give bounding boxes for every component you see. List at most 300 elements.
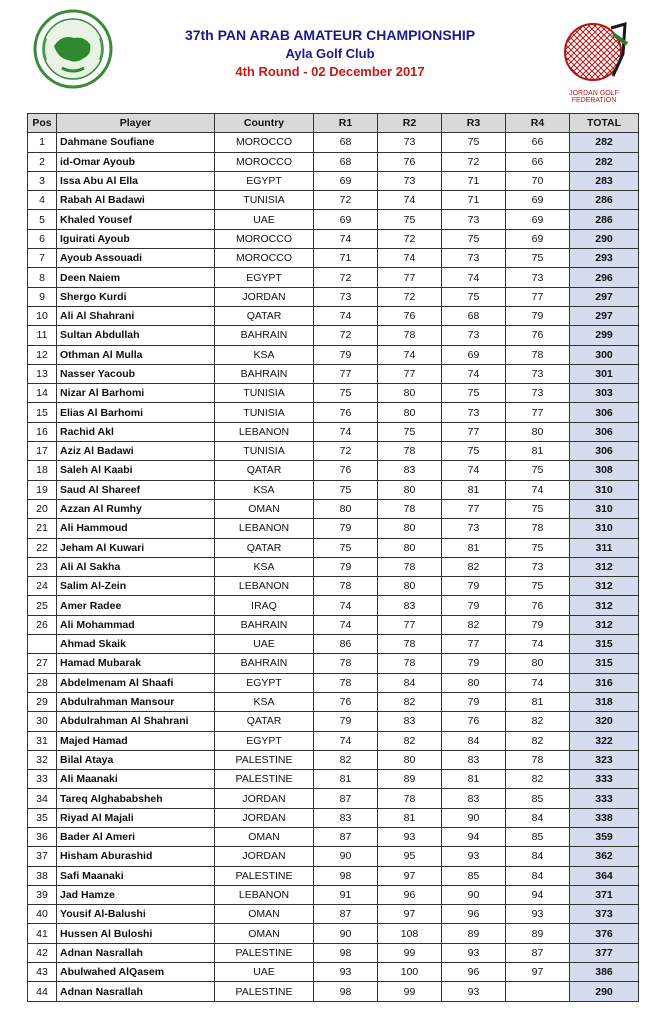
r1-cell: 75 xyxy=(314,384,378,403)
player-cell: Majed Hamad xyxy=(57,731,215,750)
r3-cell: 90 xyxy=(442,885,506,904)
total-cell: 312 xyxy=(570,557,639,576)
pos-cell: 10 xyxy=(28,306,57,325)
total-cell: 310 xyxy=(570,499,639,518)
r4-cell: 69 xyxy=(506,191,570,210)
table-row xyxy=(28,384,639,403)
r2-cell: 96 xyxy=(378,885,442,904)
table-row xyxy=(28,229,639,248)
r1-cell: 98 xyxy=(314,982,378,1001)
total-cell: 301 xyxy=(570,364,639,383)
total-cell: 290 xyxy=(570,229,639,248)
col-r2: R2 xyxy=(378,114,442,133)
player-cell: Rabah Al Badawi xyxy=(57,191,215,210)
pos-cell: 4 xyxy=(28,191,57,210)
total-cell: 316 xyxy=(570,673,639,692)
pos-cell: 13 xyxy=(28,364,57,383)
r3-cell: 81 xyxy=(442,770,506,789)
col-player: Player xyxy=(57,114,215,133)
r4-cell: 94 xyxy=(506,885,570,904)
pos-cell: 6 xyxy=(28,229,57,248)
country-cell: KSA xyxy=(215,557,314,576)
col-r1: R1 xyxy=(314,114,378,133)
country-cell: BAHRAIN xyxy=(215,654,314,673)
arab-golf-federation-logo-icon xyxy=(32,8,114,90)
r4-cell: 84 xyxy=(506,808,570,827)
r1-cell: 93 xyxy=(314,963,378,982)
table-row xyxy=(28,152,639,171)
total-cell: 359 xyxy=(570,827,639,846)
pos-cell: 16 xyxy=(28,422,57,441)
player-cell: Hussen Al Buloshi xyxy=(57,924,215,943)
results-table xyxy=(27,113,639,1002)
r2-cell: 82 xyxy=(378,692,442,711)
r1-cell: 72 xyxy=(314,442,378,461)
r2-cell: 80 xyxy=(378,403,442,422)
table-row xyxy=(28,654,639,673)
pos-cell: 8 xyxy=(28,268,57,287)
country-cell: KSA xyxy=(215,480,314,499)
pos-cell: 7 xyxy=(28,249,57,268)
country-cell: TUNISIA xyxy=(215,442,314,461)
page-header xyxy=(0,0,660,110)
r3-cell: 71 xyxy=(442,171,506,190)
total-cell: 297 xyxy=(570,306,639,325)
table-row xyxy=(28,191,639,210)
total-cell: 286 xyxy=(570,210,639,229)
r1-cell: 79 xyxy=(314,345,378,364)
pos-cell: 38 xyxy=(28,866,57,885)
r3-cell: 83 xyxy=(442,789,506,808)
r2-cell: 89 xyxy=(378,770,442,789)
r3-cell: 85 xyxy=(442,866,506,885)
r4-cell: 80 xyxy=(506,422,570,441)
country-cell: EGYPT xyxy=(215,268,314,287)
r4-cell: 79 xyxy=(506,615,570,634)
country-cell: OMAN xyxy=(215,827,314,846)
total-cell: 386 xyxy=(570,963,639,982)
total-cell: 297 xyxy=(570,287,639,306)
pos-cell: 17 xyxy=(28,442,57,461)
r4-cell: 75 xyxy=(506,538,570,557)
r1-cell: 74 xyxy=(314,731,378,750)
r3-cell: 82 xyxy=(442,557,506,576)
table-row xyxy=(28,210,639,229)
r2-cell: 75 xyxy=(378,422,442,441)
r3-cell: 82 xyxy=(442,615,506,634)
r1-cell: 74 xyxy=(314,615,378,634)
pos-cell: 30 xyxy=(28,712,57,731)
pos-cell: 34 xyxy=(28,789,57,808)
player-cell: Ali Mohammad xyxy=(57,615,215,634)
r4-cell: 81 xyxy=(506,442,570,461)
total-cell: 312 xyxy=(570,577,639,596)
r2-cell: 97 xyxy=(378,905,442,924)
r2-cell: 76 xyxy=(378,306,442,325)
total-cell: 306 xyxy=(570,422,639,441)
player-cell: Riyad Al Majali xyxy=(57,808,215,827)
pos-cell: 9 xyxy=(28,287,57,306)
r1-cell: 74 xyxy=(314,306,378,325)
country-cell: MOROCCO xyxy=(215,133,314,152)
country-cell: KSA xyxy=(215,692,314,711)
total-cell: 322 xyxy=(570,731,639,750)
r3-cell: 72 xyxy=(442,152,506,171)
country-cell: EGYPT xyxy=(215,171,314,190)
r1-cell: 77 xyxy=(314,364,378,383)
country-cell: LEBANON xyxy=(215,885,314,904)
r4-cell: 89 xyxy=(506,924,570,943)
r4-cell: 73 xyxy=(506,384,570,403)
r1-cell: 80 xyxy=(314,499,378,518)
r2-cell: 80 xyxy=(378,519,442,538)
r4-cell: 74 xyxy=(506,480,570,499)
table-row xyxy=(28,731,639,750)
r3-cell: 74 xyxy=(442,364,506,383)
country-cell: BAHRAIN xyxy=(215,364,314,383)
table-row xyxy=(28,577,639,596)
pos-cell: 25 xyxy=(28,596,57,615)
total-cell: 371 xyxy=(570,885,639,904)
country-cell: TUNISIA xyxy=(215,191,314,210)
r1-cell: 74 xyxy=(314,229,378,248)
table-row xyxy=(28,827,639,846)
r3-cell: 75 xyxy=(442,442,506,461)
player-cell: Yousif Al-Balushi xyxy=(57,905,215,924)
r3-cell: 75 xyxy=(442,384,506,403)
country-cell: UAE xyxy=(215,963,314,982)
table-row xyxy=(28,171,639,190)
r3-cell: 71 xyxy=(442,191,506,210)
r1-cell: 90 xyxy=(314,847,378,866)
r2-cell: 75 xyxy=(378,210,442,229)
pos-cell: 39 xyxy=(28,885,57,904)
player-cell: Tareq Alghababsheh xyxy=(57,789,215,808)
r1-cell: 72 xyxy=(314,268,378,287)
r4-cell: 75 xyxy=(506,461,570,480)
r2-cell: 80 xyxy=(378,538,442,557)
r1-cell: 76 xyxy=(314,461,378,480)
r3-cell: 74 xyxy=(442,461,506,480)
pos-cell: 43 xyxy=(28,963,57,982)
total-cell: 310 xyxy=(570,519,639,538)
r4-cell: 75 xyxy=(506,249,570,268)
r3-cell: 73 xyxy=(442,403,506,422)
r3-cell: 75 xyxy=(442,287,506,306)
pos-cell: 1 xyxy=(28,133,57,152)
championship-title: 37th PAN ARAB AMATEUR CHAMPIONSHIP xyxy=(184,27,476,43)
r4-cell: 66 xyxy=(506,133,570,152)
r1-cell: 86 xyxy=(314,635,378,654)
r1-cell: 78 xyxy=(314,577,378,596)
table-row xyxy=(28,885,639,904)
pos-cell: 20 xyxy=(28,499,57,518)
r3-cell: 81 xyxy=(442,480,506,499)
total-cell: 362 xyxy=(570,847,639,866)
total-cell: 299 xyxy=(570,326,639,345)
pos-cell: 29 xyxy=(28,692,57,711)
country-cell: OMAN xyxy=(215,499,314,518)
table-row xyxy=(28,615,639,634)
player-cell: Ali Al Sakha xyxy=(57,557,215,576)
table-row xyxy=(28,770,639,789)
r2-cell: 73 xyxy=(378,171,442,190)
total-cell: 306 xyxy=(570,442,639,461)
r3-cell: 81 xyxy=(442,538,506,557)
r2-cell: 78 xyxy=(378,326,442,345)
table-row xyxy=(28,808,639,827)
r1-cell: 98 xyxy=(314,943,378,962)
country-cell: TUNISIA xyxy=(215,403,314,422)
r2-cell: 72 xyxy=(378,287,442,306)
r2-cell: 78 xyxy=(378,635,442,654)
r1-cell: 72 xyxy=(314,191,378,210)
r3-cell: 96 xyxy=(442,905,506,924)
player-cell: Abulwahed AlQasem xyxy=(57,963,215,982)
table-row xyxy=(28,596,639,615)
r1-cell: 73 xyxy=(314,287,378,306)
r1-cell: 72 xyxy=(314,326,378,345)
table-row xyxy=(28,538,639,557)
r4-cell: 80 xyxy=(506,654,570,673)
total-cell: 318 xyxy=(570,692,639,711)
r2-cell: 97 xyxy=(378,866,442,885)
country-cell: QATAR xyxy=(215,461,314,480)
pos-cell: 11 xyxy=(28,326,57,345)
pos-cell: 21 xyxy=(28,519,57,538)
player-cell: Hamad Mubarak xyxy=(57,654,215,673)
pos-cell: 28 xyxy=(28,673,57,692)
total-cell: 282 xyxy=(570,152,639,171)
table-row xyxy=(28,422,639,441)
r1-cell: 90 xyxy=(314,924,378,943)
col-r4: R4 xyxy=(506,114,570,133)
player-cell: Elias Al Barhomi xyxy=(57,403,215,422)
r1-cell: 79 xyxy=(314,712,378,731)
r4-cell: 69 xyxy=(506,210,570,229)
r4-cell: 84 xyxy=(506,866,570,885)
r4-cell: 76 xyxy=(506,326,570,345)
total-cell: 306 xyxy=(570,403,639,422)
r1-cell: 68 xyxy=(314,133,378,152)
total-cell: 315 xyxy=(570,654,639,673)
round-date: 4th Round - 02 December 2017 xyxy=(235,64,425,79)
total-cell: 311 xyxy=(570,538,639,557)
pos-cell: 37 xyxy=(28,847,57,866)
pos-cell: 41 xyxy=(28,924,57,943)
r1-cell: 83 xyxy=(314,808,378,827)
r1-cell: 69 xyxy=(314,210,378,229)
federation-caption: JORDAN GOLF FEDERATION xyxy=(569,90,619,104)
country-cell: QATAR xyxy=(215,538,314,557)
player-cell: Ahmad Skaik xyxy=(57,635,215,654)
r2-cell: 78 xyxy=(378,499,442,518)
pos-cell: 44 xyxy=(28,982,57,1001)
total-cell: 296 xyxy=(570,268,639,287)
player-cell: Rachid Akl xyxy=(57,422,215,441)
r4-cell: 79 xyxy=(506,306,570,325)
r3-cell: 74 xyxy=(442,268,506,287)
player-cell: Aziz Al Badawi xyxy=(57,442,215,461)
r2-cell: 74 xyxy=(378,191,442,210)
r1-cell: 79 xyxy=(314,557,378,576)
table-row xyxy=(28,519,639,538)
pos-cell: 32 xyxy=(28,750,57,769)
total-cell: 315 xyxy=(570,635,639,654)
r4-cell: 70 xyxy=(506,171,570,190)
country-cell: PALESTINE xyxy=(215,750,314,769)
r2-cell: 78 xyxy=(378,789,442,808)
table-row xyxy=(28,673,639,692)
r3-cell: 75 xyxy=(442,133,506,152)
r3-cell: 73 xyxy=(442,249,506,268)
country-cell: EGYPT xyxy=(215,673,314,692)
table-row xyxy=(28,847,639,866)
total-cell: 283 xyxy=(570,171,639,190)
r2-cell: 95 xyxy=(378,847,442,866)
r2-cell: 84 xyxy=(378,673,442,692)
total-cell: 364 xyxy=(570,866,639,885)
country-cell: PALESTINE xyxy=(215,982,314,1001)
r2-cell: 108 xyxy=(378,924,442,943)
country-cell: KSA xyxy=(215,345,314,364)
pos-cell: 15 xyxy=(28,403,57,422)
r2-cell: 78 xyxy=(378,442,442,461)
r4-cell: 77 xyxy=(506,287,570,306)
r4-cell: 73 xyxy=(506,268,570,287)
player-cell: Iguirati Ayoub xyxy=(57,229,215,248)
table-row xyxy=(28,480,639,499)
r3-cell: 73 xyxy=(442,326,506,345)
total-cell: 312 xyxy=(570,615,639,634)
player-cell: Ayoub Assouadi xyxy=(57,249,215,268)
venue-name: Ayla Golf Club xyxy=(285,46,375,61)
player-cell: Ali Al Shahrani xyxy=(57,306,215,325)
country-cell: PALESTINE xyxy=(215,866,314,885)
r1-cell: 87 xyxy=(314,827,378,846)
table-row xyxy=(28,364,639,383)
r3-cell: 73 xyxy=(442,210,506,229)
player-cell: Sultan Abdullah xyxy=(57,326,215,345)
r4-cell: 76 xyxy=(506,596,570,615)
r3-cell: 94 xyxy=(442,827,506,846)
player-cell: Abdelmenam Al Shaafi xyxy=(57,673,215,692)
r3-cell: 79 xyxy=(442,654,506,673)
r3-cell: 73 xyxy=(442,519,506,538)
r1-cell: 81 xyxy=(314,770,378,789)
table-row xyxy=(28,750,639,769)
r4-cell: 82 xyxy=(506,770,570,789)
player-cell: Salim Al-Zein xyxy=(57,577,215,596)
table-row xyxy=(28,499,639,518)
r4-cell: 85 xyxy=(506,827,570,846)
pos-cell: 31 xyxy=(28,731,57,750)
pos-cell: 36 xyxy=(28,827,57,846)
country-cell: OMAN xyxy=(215,924,314,943)
golf-ball-net-icon xyxy=(553,14,635,86)
r2-cell: 77 xyxy=(378,364,442,383)
table-row xyxy=(28,268,639,287)
country-cell: JORDAN xyxy=(215,789,314,808)
country-cell: MOROCCO xyxy=(215,249,314,268)
table-row xyxy=(28,249,639,268)
r3-cell: 93 xyxy=(442,943,506,962)
r2-cell: 80 xyxy=(378,480,442,499)
r1-cell: 76 xyxy=(314,692,378,711)
player-cell: Bilal Ataya xyxy=(57,750,215,769)
r4-cell: 73 xyxy=(506,364,570,383)
r2-cell: 83 xyxy=(378,596,442,615)
table-row xyxy=(28,963,639,982)
r1-cell: 78 xyxy=(314,654,378,673)
r1-cell: 87 xyxy=(314,789,378,808)
r3-cell: 96 xyxy=(442,963,506,982)
table-row xyxy=(28,287,639,306)
r3-cell: 77 xyxy=(442,422,506,441)
player-cell: Azzan Al Rumhy xyxy=(57,499,215,518)
r2-cell: 82 xyxy=(378,731,442,750)
r4-cell: 78 xyxy=(506,345,570,364)
total-cell: 377 xyxy=(570,943,639,962)
player-cell: Nizar Al Barhomi xyxy=(57,384,215,403)
r4-cell: 97 xyxy=(506,963,570,982)
player-cell: Jad Hamze xyxy=(57,885,215,904)
r2-cell: 93 xyxy=(378,827,442,846)
table-row xyxy=(28,461,639,480)
r4-cell: 66 xyxy=(506,152,570,171)
col-pos: Pos xyxy=(28,114,57,133)
pos-cell: 12 xyxy=(28,345,57,364)
pos-cell: 2 xyxy=(28,152,57,171)
table-row xyxy=(28,442,639,461)
player-cell: Deen Naiem xyxy=(57,268,215,287)
r3-cell: 77 xyxy=(442,499,506,518)
total-cell: 282 xyxy=(570,133,639,152)
r4-cell: 75 xyxy=(506,577,570,596)
country-cell: LEBANON xyxy=(215,577,314,596)
country-cell: QATAR xyxy=(215,306,314,325)
table-row xyxy=(28,866,639,885)
r4-cell: 75 xyxy=(506,499,570,518)
pos-cell: 19 xyxy=(28,480,57,499)
table-header-row xyxy=(28,114,639,133)
r4-cell: 78 xyxy=(506,750,570,769)
total-cell: 323 xyxy=(570,750,639,769)
player-cell: Saleh Al Kaabi xyxy=(57,461,215,480)
pos-cell: 40 xyxy=(28,905,57,924)
pos-cell: 27 xyxy=(28,654,57,673)
r2-cell: 77 xyxy=(378,615,442,634)
total-cell: 373 xyxy=(570,905,639,924)
title-block xyxy=(120,26,540,81)
r3-cell: 89 xyxy=(442,924,506,943)
r3-cell: 79 xyxy=(442,596,506,615)
total-cell: 308 xyxy=(570,461,639,480)
r2-cell: 80 xyxy=(378,577,442,596)
country-cell: PALESTINE xyxy=(215,943,314,962)
total-cell: 376 xyxy=(570,924,639,943)
r2-cell: 80 xyxy=(378,384,442,403)
pos-cell: 3 xyxy=(28,171,57,190)
r1-cell: 91 xyxy=(314,885,378,904)
r1-cell: 82 xyxy=(314,750,378,769)
pos-cell: 24 xyxy=(28,577,57,596)
player-cell: Ali Maanaki xyxy=(57,770,215,789)
table-row xyxy=(28,712,639,731)
player-cell: Adnan Nasrallah xyxy=(57,943,215,962)
player-cell: Othman Al Mulla xyxy=(57,345,215,364)
country-cell: MOROCCO xyxy=(215,152,314,171)
